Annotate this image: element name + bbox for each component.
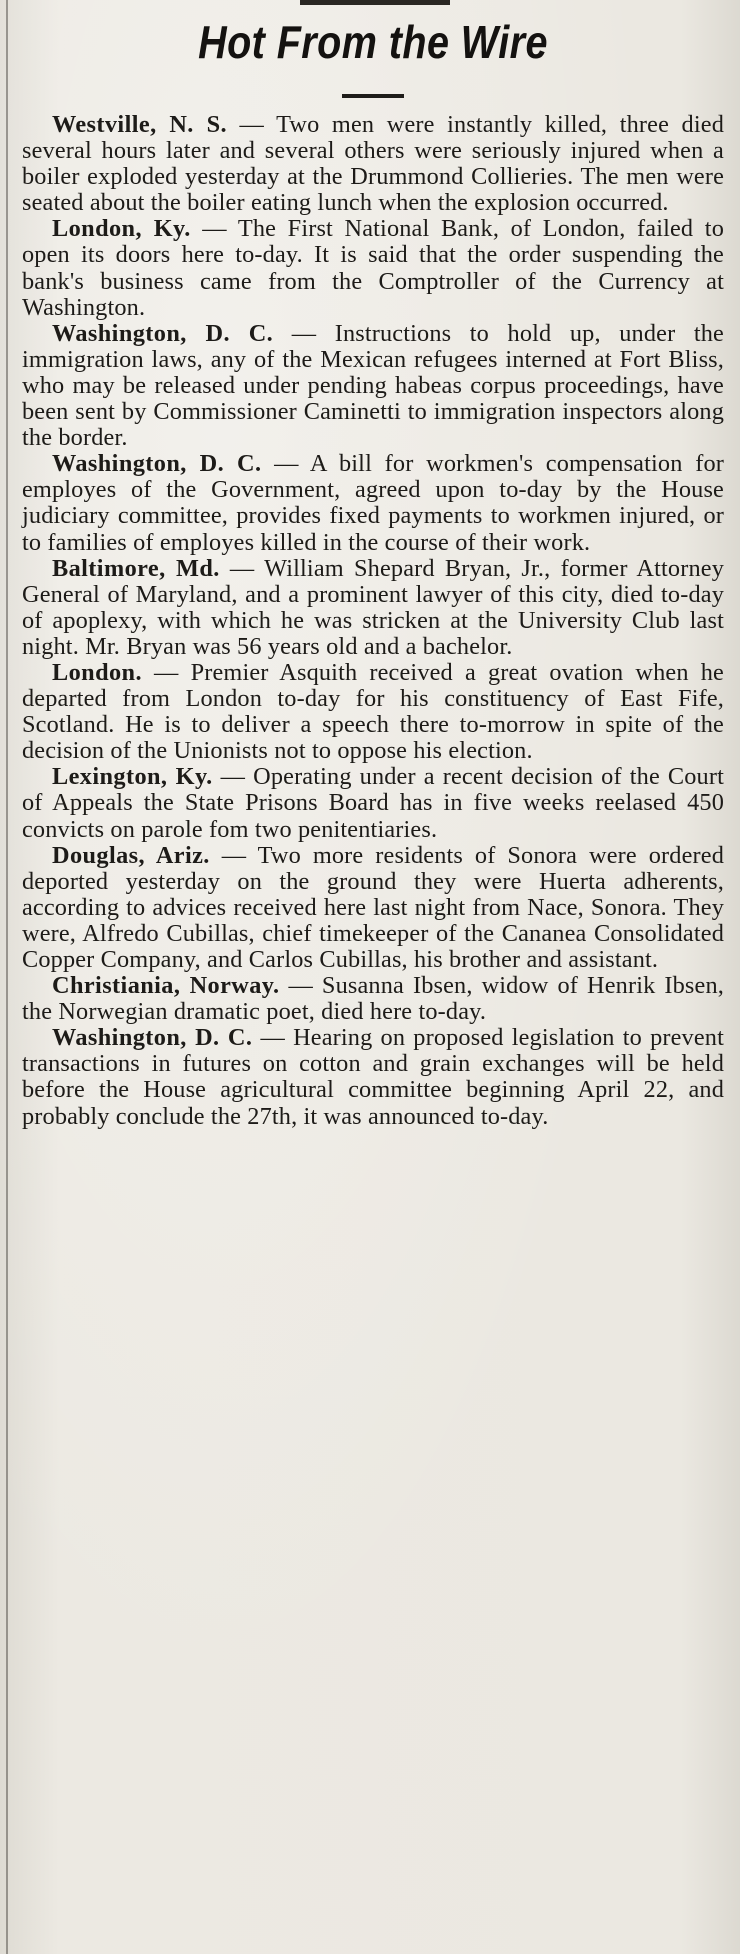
dateline: Washington, D. C. bbox=[52, 1024, 253, 1052]
item-text: — William Shepard Bryan, Jr., former Attorney General of Maryland, and a prominent lawyer of this city, died to-day of apoplexy, with which he was stricken at the University Club last night. Mr. Bryan was 56 years old and a bachelor. bbox=[22, 554, 725, 660]
item-text: — The First National Bank, of London, failed to open its doors here to-day. It is said that the order suspending the bank's business came from the Comptroller of the Currency at Washington. bbox=[22, 215, 724, 321]
item-text: — Susanna Ibsen, widow of Henrik Ibsen, the Norwegian dramatic poet, died here to-day. bbox=[22, 972, 724, 1026]
news-item bbox=[22, 216, 724, 320]
dateline: Christiania, Norway. bbox=[52, 972, 280, 1000]
dateline: Washington, D. C. bbox=[52, 450, 262, 478]
dateline: Washington, D. C. bbox=[52, 319, 274, 347]
news-item bbox=[22, 321, 724, 451]
dateline: London, Ky. bbox=[52, 215, 191, 243]
dateline: Westville, N. S. bbox=[52, 111, 227, 138]
item-text: — Instructions to hold up, under the immigration laws, any of the Mexican refugees interned at Fort Bliss, who may be released under pending habeas corpus proceedings, have been sent by Commissioner Caminetti to immigration inspectors along the border. bbox=[22, 319, 724, 452]
item-text: — A bill for workmen's compensation for employes of the Government, agreed upon to-day by the House judiciary committee, provides fixed payments to workmen injured, or to families of employes killed in the course of their work. bbox=[22, 450, 724, 556]
dateline: London. bbox=[52, 658, 142, 686]
headline: Hot From the Wire bbox=[198, 16, 548, 68]
news-item bbox=[22, 556, 724, 660]
item-text: — Two more residents of Sonora were ordered deported yesterday on the ground they were Huerta adherents, according to advices received here last night from Nace, Sonora. They were, Alfredo Cubillas, chief timekeeper of the Cananea Consolidated Copper Company, and Carlos Cubillas, his brother and assistant. bbox=[22, 841, 725, 973]
news-item bbox=[22, 973, 724, 1025]
item-text: — Operating under a recent decision of the Court of Appeals the State Prisons Board has in five weeks reelased 450 convicts on parole fom two penitentiaries. bbox=[22, 763, 724, 843]
item-text: — Hearing on proposed legislation to prevent transactions in futures on cotton and grain exchanges will be held before the House agricultural committee beginning April 22, and probably conclude the 27th, it was announced to-day. bbox=[22, 1024, 724, 1130]
news-item bbox=[22, 764, 724, 842]
dateline: Douglas, Ariz. bbox=[52, 841, 210, 869]
column-edge bbox=[6, 0, 8, 1954]
dateline: Lexington, Ky. bbox=[52, 763, 213, 791]
news-item bbox=[22, 660, 724, 764]
news-item bbox=[22, 451, 724, 555]
news-item bbox=[22, 112, 724, 216]
item-text: — Two men were instantly killed, three died several hours later and several others were seriously injured when a boiler exploded yesterday at the Drummond Collieries. The men were seated about the boiler eating lunch when the explosion occurred. bbox=[22, 111, 724, 217]
headline-rule bbox=[342, 94, 404, 98]
news-items bbox=[22, 112, 724, 1130]
news-item bbox=[22, 1025, 724, 1129]
dateline: Baltimore, Md. bbox=[52, 554, 220, 582]
news-item bbox=[22, 843, 724, 973]
item-text: — Premier Asquith received a great ovation when he departed from London to-day for his constituency of East Fife, Scotland. He is to deliver a speech there to-morrow in spite of the decision of the Unionists not to oppose his election. bbox=[22, 658, 724, 765]
